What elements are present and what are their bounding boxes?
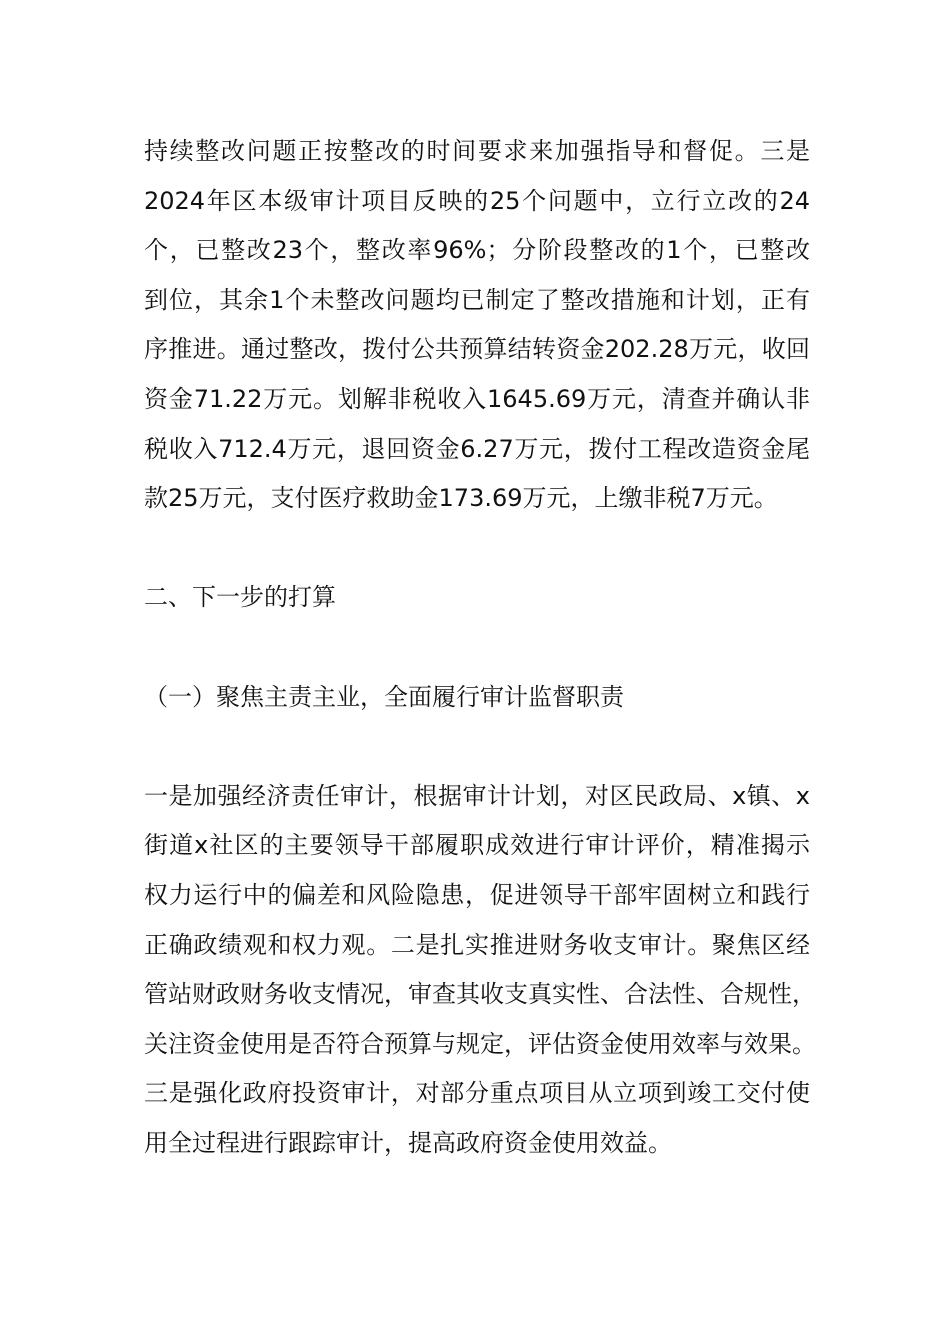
subheading-text: （一）聚焦主责主业，全面履行审计监督职责: [144, 682, 624, 711]
paragraph-audit-plans: [144, 772, 816, 1169]
text-line: 资金71.22万元。划解非税收入1645.69万元，清查并确认非: [144, 384, 810, 413]
text-line: 持续整改问题正按整改的时间要求来加强指导和督促。三是: [144, 137, 810, 165]
text-line: 正确政绩观和权力观。二是扎实推进财务收支审计。聚焦区经: [144, 930, 810, 959]
paragraph-spacer: [144, 524, 810, 574]
text-line: 序推进。通过整改，拨付公共预算结转资金202.28万元，收回: [144, 335, 810, 364]
text-line: 管站财政财务收支情况，审查其收支真实性、合法性、合规性，: [144, 980, 816, 1009]
text-line: 用全过程进行跟踪审计，提高政府资金使用效益。: [144, 1128, 672, 1157]
paragraph-spacer: [144, 623, 810, 673]
heading-text: 二、下一步的打算: [144, 583, 336, 612]
section-heading-next-steps: [144, 573, 810, 623]
text-line: 2024年区本级审计项目反映的25个问题中，立行立改的24: [144, 186, 810, 215]
text-line: 税收入712.4万元，退回资金6.27万元，拨付工程改造资金尾: [144, 434, 810, 463]
text-line: 街道x社区的主要领导干部履职成效进行审计评价，精准揭示: [144, 831, 810, 860]
text-line: 款25万元，支付医疗救助金173.69万元，上缴非税7万元。: [144, 484, 778, 513]
text-line: 个，已整改23个，整改率96%；分阶段整改的1个，已整改: [144, 236, 810, 265]
text-line: 关注资金使用是否符合预算与规定，评估资金使用效率与效果。: [144, 1029, 816, 1058]
subsection-heading-1: [144, 673, 810, 723]
text-line: 权力运行中的偏差和风险隐患，促进领导干部牢固树立和践行: [144, 880, 810, 909]
text-line: 三是强化政府投资审计，对部分重点项目从立项到竣工交付使: [144, 1079, 810, 1108]
document-body: [144, 127, 816, 1168]
text-line: 一是加强经济责任审计，根据审计计划，对区民政局、x镇、x: [144, 781, 810, 810]
paragraph-spacer: [144, 722, 810, 772]
paragraph-rectification-results: [144, 127, 810, 524]
text-line: 到位，其余1个未整改问题均已制定了整改措施和计划，正有: [144, 285, 810, 314]
